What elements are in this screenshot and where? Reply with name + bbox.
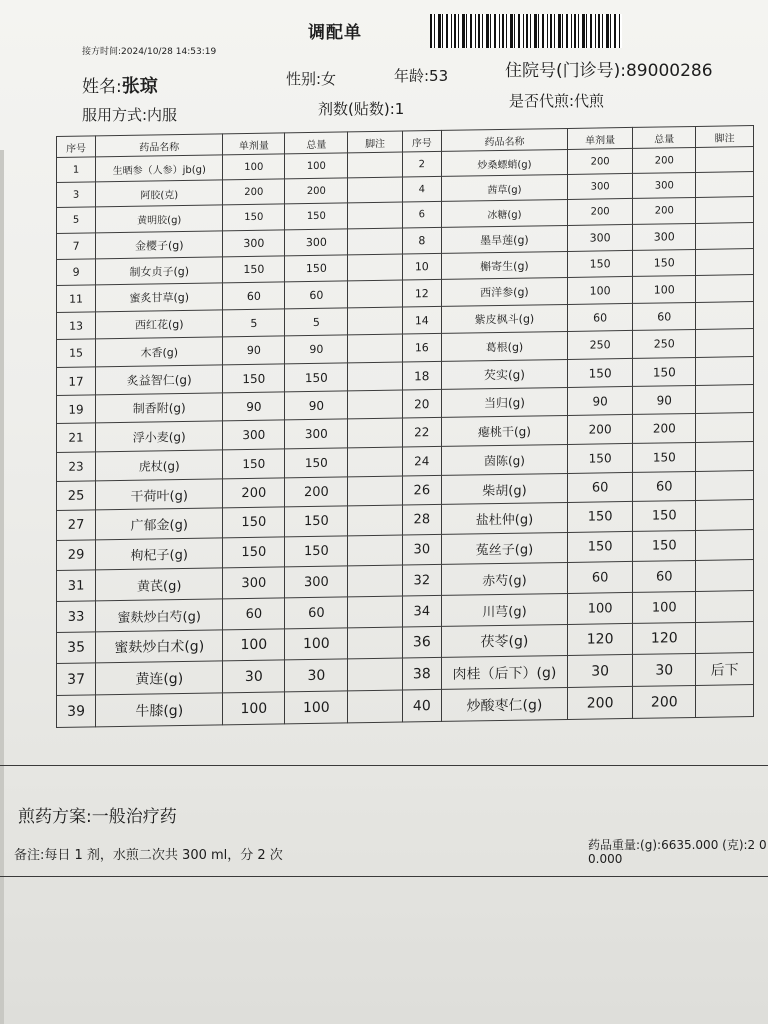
seq-left-cell: 13 — [57, 312, 96, 340]
seq-left-cell: 3 — [57, 182, 96, 208]
seq-right-cell: 8 — [402, 227, 441, 254]
medicine-name-left-cell: 金樱子(g) — [96, 231, 223, 259]
single-dose-right-cell: 200 — [568, 686, 633, 719]
footnote-left-cell — [348, 658, 402, 691]
medicine-name-left-cell: 蜜麸炒白芍(g) — [96, 599, 223, 632]
medicine-name-left-cell: 生晒参（人参）jb(g) — [96, 155, 223, 182]
total-right-cell: 150 — [633, 500, 696, 531]
total-left-cell: 30 — [285, 659, 348, 692]
footnote-right-cell — [696, 500, 754, 531]
prescription-time: 接方时间:2024/10/28 14:53:19 — [82, 47, 217, 57]
footnote-right-cell — [696, 685, 754, 718]
single-dose-left-cell: 90 — [223, 392, 285, 421]
footnote-left-cell — [348, 177, 402, 203]
single-dose-left-cell: 60 — [223, 598, 285, 630]
seq-left-cell: 37 — [57, 663, 96, 696]
single-dose-right-cell: 100 — [568, 592, 633, 624]
total-right-cell: 90 — [633, 385, 696, 414]
total-right-cell: 150 — [633, 357, 696, 386]
medicine-name-right-cell: 茜草(g) — [441, 174, 567, 201]
hospital-number: 住院号(门诊号):89000286 — [505, 61, 713, 81]
seq-right-cell: 28 — [402, 504, 441, 535]
paper-shadow — [0, 150, 4, 1024]
patient-name-field — [82, 72, 158, 98]
seq-right-cell: 36 — [402, 626, 441, 658]
single-dose-left-cell: 300 — [223, 567, 285, 599]
medicine-name-right-cell: 瘪桃干(g) — [441, 415, 567, 446]
footnote-right-cell — [696, 223, 754, 250]
single-dose-right-cell: 100 — [568, 276, 633, 304]
decoction-option: 是否代煎:代煎 — [509, 92, 605, 110]
single-dose-right-cell: 150 — [568, 531, 633, 562]
single-dose-right-cell: 300 — [568, 173, 633, 199]
seq-right-cell: 38 — [402, 657, 441, 690]
footnote-left-cell — [348, 228, 402, 255]
medicine-name-right-cell: 茵陈(g) — [441, 444, 567, 475]
seq-left-cell: 15 — [57, 339, 96, 368]
column-header: 药品名称 — [441, 128, 567, 151]
total-left-cell: 90 — [285, 391, 348, 420]
total-right-cell: 200 — [633, 685, 696, 718]
single-dose-left-cell: 100 — [223, 692, 285, 725]
seq-left-cell: 31 — [57, 570, 96, 602]
seq-right-cell: 18 — [402, 361, 441, 390]
single-dose-right-cell: 150 — [568, 358, 633, 387]
medicine-name-right-cell: 茯苓(g) — [441, 624, 567, 657]
divider-line — [0, 765, 768, 766]
medicine-name-right-cell: 墨旱莲(g) — [441, 225, 567, 253]
footnote-right-cell — [696, 357, 754, 386]
medicine-name-right-cell: 炒酸枣仁(g) — [441, 687, 567, 721]
seq-right-cell: 30 — [402, 534, 441, 565]
footnote-left-cell — [348, 535, 402, 566]
footnote-right-cell — [696, 172, 754, 198]
single-dose-left-cell: 150 — [223, 364, 285, 393]
single-dose-left-cell: 200 — [223, 478, 285, 508]
total-right-cell: 60 — [633, 302, 696, 330]
medicine-name-left-cell: 牛膝(g) — [96, 693, 223, 727]
footnote-right-cell — [696, 413, 754, 443]
seq-right-cell: 6 — [402, 201, 441, 228]
footnote-left-cell — [348, 390, 402, 419]
total-right-cell: 150 — [633, 530, 696, 561]
remark-note: 备注:每日 1 剂，水煎二次共 300 ml，分 2 次 — [14, 848, 283, 863]
patient-name: 张琼 — [121, 76, 158, 97]
decoction-plan: 煎药方案:一般治疗药 — [18, 807, 177, 827]
medicine-name-right-cell: 赤芍(g) — [441, 562, 567, 595]
medicine-name-left-cell: 黄芪(g) — [96, 568, 223, 601]
total-left-cell: 90 — [285, 335, 348, 364]
seq-left-cell: 7 — [57, 233, 96, 260]
total-right-cell: 30 — [633, 653, 696, 686]
seq-right-cell: 14 — [402, 306, 441, 334]
patient-name-label: 姓名: — [82, 77, 122, 97]
column-header: 药品名称 — [96, 134, 223, 157]
single-dose-left-cell: 150 — [223, 507, 285, 538]
seq-left-cell: 29 — [57, 540, 96, 571]
medicine-table — [56, 125, 754, 728]
footnote-right-cell — [696, 197, 754, 224]
medicine-name-left-cell: 黄明胶(g) — [96, 205, 223, 233]
seq-left-cell: 11 — [57, 285, 96, 313]
single-dose-right-cell: 120 — [568, 623, 633, 655]
footnote-left-cell — [348, 505, 402, 536]
medicine-name-left-cell: 枸杞子(g) — [96, 538, 223, 570]
total-right-cell: 300 — [633, 172, 696, 198]
medicine-name-right-cell: 菟丝子(g) — [441, 532, 567, 564]
divider-line — [0, 876, 768, 877]
single-dose-right-cell: 200 — [568, 148, 633, 174]
footnote-left-cell — [348, 152, 402, 178]
medicine-name-right-cell: 冰糖(g) — [441, 199, 567, 227]
seq-left-cell: 23 — [57, 452, 96, 482]
medicine-name-left-cell: 制香附(g) — [96, 393, 223, 423]
footnote-left-cell — [348, 362, 402, 391]
total-left-cell: 60 — [285, 597, 348, 629]
seq-right-cell: 2 — [402, 151, 441, 177]
total-left-cell: 300 — [285, 229, 348, 256]
footnote-right-cell — [696, 147, 754, 173]
total-left-cell: 100 — [285, 628, 348, 660]
total-left-cell: 150 — [285, 506, 348, 537]
total-right-cell: 120 — [633, 622, 696, 654]
total-right-cell: 60 — [633, 560, 696, 592]
single-dose-right-cell: 150 — [568, 250, 633, 277]
seq-right-cell: 22 — [402, 417, 441, 447]
footnote-right-cell — [696, 249, 754, 276]
medicine-name-left-cell: 蜜炙甘草(g) — [96, 283, 223, 312]
single-dose-left-cell: 200 — [223, 179, 285, 205]
column-header: 总量 — [633, 126, 696, 148]
footnote-left-cell — [348, 565, 402, 597]
single-dose-left-cell: 300 — [223, 420, 285, 450]
seq-left-cell: 25 — [57, 481, 96, 511]
column-header: 单剂量 — [223, 133, 285, 155]
column-header: 总量 — [285, 132, 348, 154]
document-title: 调配单 — [308, 23, 362, 43]
seq-left-cell: 35 — [57, 632, 96, 664]
footnote-right-cell — [696, 385, 754, 414]
footnote-left-cell — [348, 254, 402, 281]
medicine-name-right-cell: 柴胡(g) — [441, 473, 567, 504]
single-dose-right-cell: 150 — [568, 501, 633, 532]
seq-right-cell: 24 — [402, 446, 441, 476]
column-header: 脚注 — [348, 131, 402, 153]
medicine-name-right-cell: 葛根(g) — [441, 331, 567, 361]
single-dose-right-cell: 200 — [568, 414, 633, 444]
medicine-name-left-cell: 制女贞子(g) — [96, 257, 223, 285]
usage-method: 服用方式:内服 — [82, 106, 178, 124]
single-dose-right-cell: 60 — [568, 303, 633, 331]
seq-right-cell: 12 — [402, 279, 441, 307]
column-header: 单剂量 — [568, 127, 633, 149]
total-left-cell: 5 — [285, 308, 348, 336]
footnote-left-cell — [348, 418, 402, 448]
footnote-left-cell — [348, 307, 402, 335]
footnote-left-cell — [348, 596, 402, 628]
seq-right-cell: 10 — [402, 253, 441, 280]
total-right-cell: 100 — [633, 275, 696, 303]
total-left-cell: 300 — [285, 566, 348, 598]
total-left-cell: 150 — [285, 255, 348, 282]
medicine-name-left-cell: 西红花(g) — [96, 310, 223, 339]
single-dose-left-cell: 5 — [223, 309, 285, 337]
medicine-name-left-cell: 木香(g) — [96, 337, 223, 367]
medicine-name-right-cell: 紫皮枫斗(g) — [441, 304, 567, 333]
single-dose-right-cell: 60 — [568, 561, 633, 593]
patient-gender: 性别:女 — [286, 70, 337, 88]
column-header: 序号 — [402, 130, 441, 152]
seq-left-cell: 19 — [57, 395, 96, 424]
total-right-cell: 150 — [633, 249, 696, 276]
seq-right-cell: 4 — [402, 176, 441, 202]
medicine-name-left-cell: 虎杖(g) — [96, 450, 223, 481]
seq-right-cell: 20 — [402, 389, 441, 418]
medicine-name-right-cell: 西洋参(g) — [441, 277, 567, 306]
single-dose-left-cell: 100 — [223, 154, 285, 180]
total-right-cell: 200 — [633, 197, 696, 224]
total-left-cell: 100 — [285, 691, 348, 724]
seq-right-cell: 34 — [402, 595, 441, 627]
total-left-cell: 300 — [285, 419, 348, 449]
total-right-cell: 300 — [633, 223, 696, 250]
single-dose-left-cell: 30 — [223, 660, 285, 693]
total-right-cell: 200 — [633, 413, 696, 443]
footnote-left-cell — [348, 627, 402, 659]
medicine-name-left-cell: 干荷叶(g) — [96, 479, 223, 510]
single-dose-left-cell: 150 — [223, 256, 285, 283]
footnote-left-cell — [348, 202, 402, 229]
footnote-right-cell — [696, 560, 754, 592]
footnote-right-cell — [696, 622, 754, 654]
total-left-cell: 150 — [285, 536, 348, 567]
medicine-name-left-cell: 广郁金(g) — [96, 508, 223, 540]
seq-left-cell: 5 — [57, 207, 96, 234]
medicine-name-left-cell: 浮小麦(g) — [96, 421, 223, 452]
total-right-cell: 60 — [633, 471, 696, 501]
footnote-right-cell — [696, 591, 754, 623]
single-dose-right-cell: 30 — [568, 654, 633, 687]
medicine-name-left-cell: 黄连(g) — [96, 661, 223, 695]
footnote-left-cell — [348, 690, 402, 723]
single-dose-left-cell: 90 — [223, 336, 285, 365]
single-dose-right-cell: 150 — [568, 443, 633, 473]
total-right-cell: 200 — [633, 147, 696, 173]
single-dose-right-cell: 300 — [568, 224, 633, 251]
single-dose-left-cell: 150 — [223, 449, 285, 479]
medicine-name-right-cell: 槲寄生(g) — [441, 251, 567, 279]
total-left-cell: 60 — [285, 281, 348, 309]
column-header: 脚注 — [696, 126, 754, 148]
single-dose-right-cell: 60 — [568, 472, 633, 502]
footnote-left-cell — [348, 447, 402, 477]
seq-left-cell: 21 — [57, 423, 96, 453]
barcode — [430, 14, 622, 48]
total-right-cell: 250 — [633, 329, 696, 358]
medicine-name-right-cell: 肉桂（后下）(g) — [441, 655, 567, 689]
footnote-right-cell: 后下 — [696, 653, 754, 686]
medicine-name-left-cell: 阿胶(克) — [96, 180, 223, 207]
footnote-left-cell — [348, 334, 402, 363]
total-left-cell: 100 — [285, 153, 348, 179]
footnote-right-cell — [696, 442, 754, 472]
footnote-right-cell — [696, 275, 754, 303]
medicine-name-left-cell: 炙益智仁(g) — [96, 365, 223, 395]
seq-left-cell: 39 — [57, 695, 96, 728]
column-header: 序号 — [57, 136, 96, 158]
total-left-cell: 200 — [285, 178, 348, 204]
seq-left-cell: 1 — [57, 157, 96, 183]
total-right-cell: 150 — [633, 442, 696, 472]
seq-left-cell: 27 — [57, 510, 96, 541]
footnote-right-cell — [696, 302, 754, 330]
seq-right-cell: 40 — [402, 689, 441, 722]
dose-count: 剂数(贴数):1 — [318, 100, 405, 118]
seq-left-cell: 17 — [57, 367, 96, 396]
total-left-cell: 150 — [285, 203, 348, 230]
single-dose-left-cell: 100 — [223, 629, 285, 661]
seq-right-cell: 16 — [402, 333, 441, 362]
total-right-cell: 100 — [633, 591, 696, 623]
medicine-weight: 药品重量:(g):6635.000 (克):2 00.000 — [588, 838, 767, 866]
seq-left-cell: 33 — [57, 601, 96, 633]
seq-right-cell: 26 — [402, 475, 441, 505]
footnote-left-cell — [348, 280, 402, 308]
single-dose-left-cell: 150 — [223, 204, 285, 231]
footnote-left-cell — [348, 476, 402, 506]
total-left-cell: 150 — [285, 448, 348, 478]
single-dose-left-cell: 300 — [223, 230, 285, 257]
medicine-name-right-cell: 芡实(g) — [441, 359, 567, 389]
single-dose-right-cell: 250 — [568, 330, 633, 359]
total-left-cell: 150 — [285, 363, 348, 392]
single-dose-right-cell: 90 — [568, 386, 633, 415]
medicine-name-right-cell: 川芎(g) — [441, 593, 567, 626]
single-dose-left-cell: 60 — [223, 282, 285, 310]
medicine-name-left-cell: 蜜麸炒白术(g) — [96, 630, 223, 663]
single-dose-left-cell: 150 — [223, 537, 285, 568]
total-left-cell: 200 — [285, 477, 348, 507]
medicine-name-right-cell: 当归(g) — [441, 387, 567, 417]
seq-right-cell: 32 — [402, 564, 441, 596]
single-dose-right-cell: 200 — [568, 198, 633, 225]
medicine-name-right-cell: 盐杜仲(g) — [441, 502, 567, 534]
footnote-right-cell — [696, 471, 754, 501]
footnote-right-cell — [696, 530, 754, 561]
footnote-right-cell — [696, 329, 754, 358]
patient-age: 年龄:53 — [394, 67, 449, 85]
seq-left-cell: 9 — [57, 259, 96, 286]
medicine-name-right-cell: 炒桑螵蛸(g) — [441, 149, 567, 176]
